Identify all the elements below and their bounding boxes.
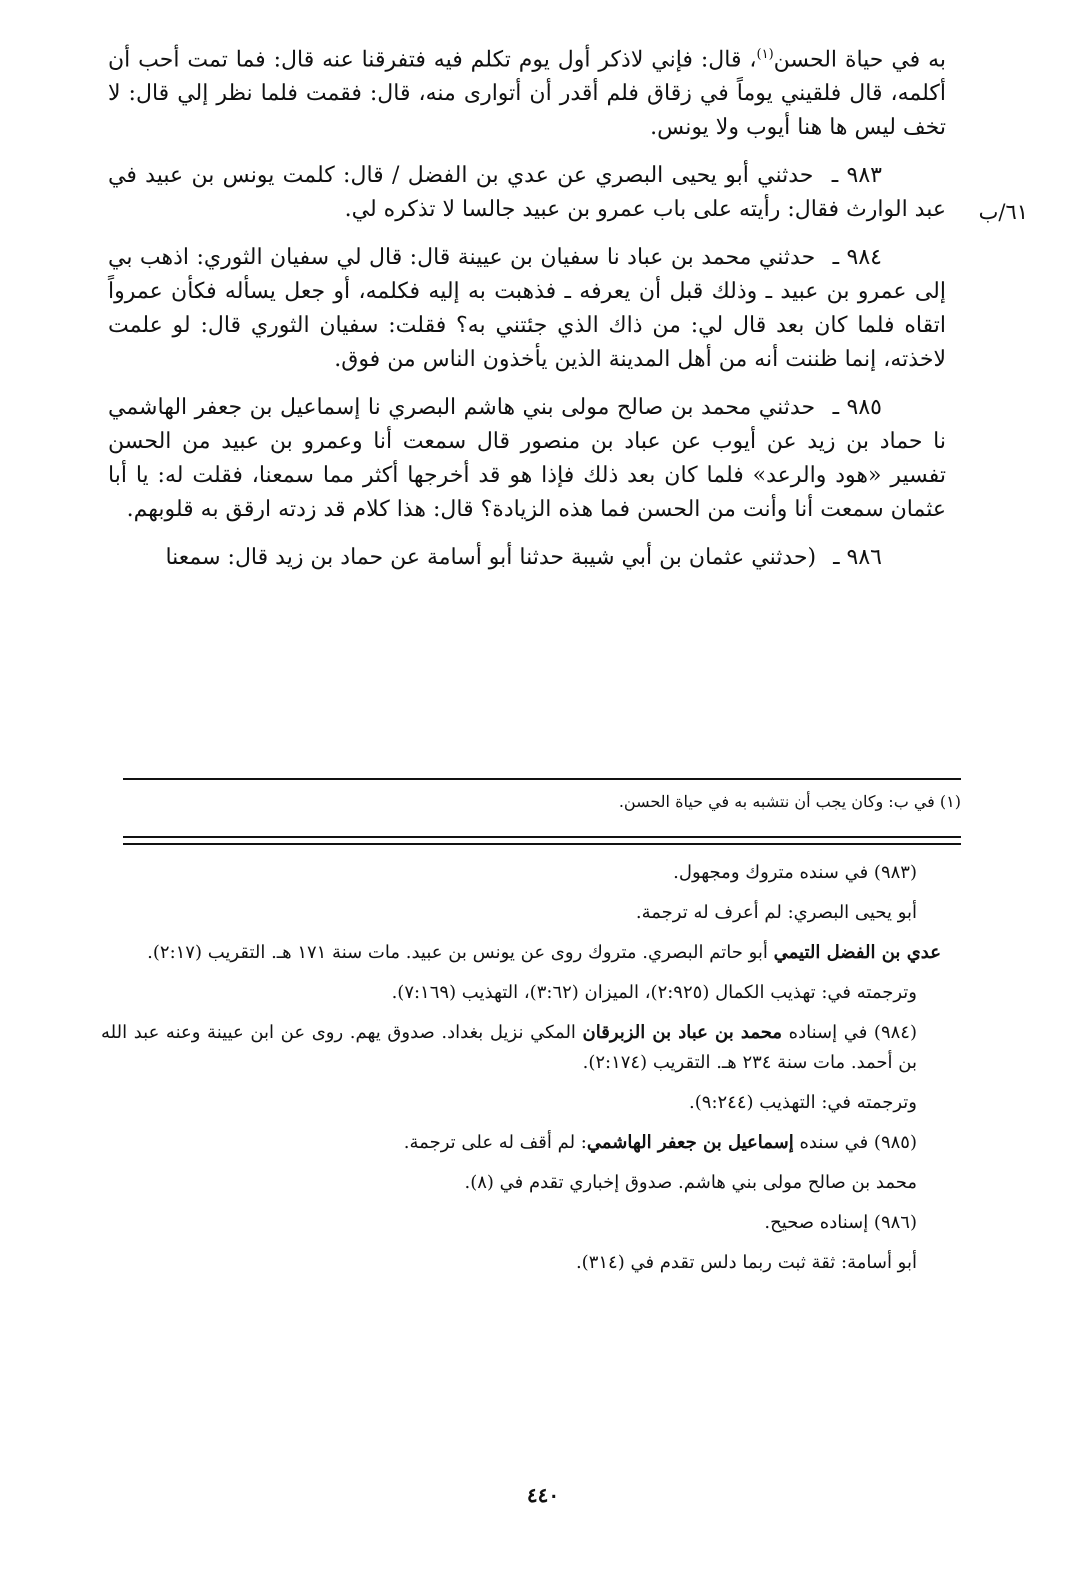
page-number: ٤٤٠ xyxy=(526,1483,560,1507)
para-text: به في حياة الحسن xyxy=(773,47,946,73)
para-text: حدثني أبو يحيى البصري عن عدي بن الفضل / قال: كلمت يونس بن عبيد في عبد الوارث فقال: رأيته على باب عمرو بن عبيد جالسا لا تذكره لي. xyxy=(108,163,946,223)
paragraph-984 xyxy=(108,241,946,377)
commentary-line: وترجمته في: التهذيب (٩:٢٤٤). xyxy=(689,1092,917,1113)
commentary-divider xyxy=(123,836,961,845)
para-text: حدثني محمد بن صالح مولى بني هاشم البصري نا إسماعيل بن جعفر الهاشمي نا حماد بن زيد عن أيوب عن عباد بن منصور قال سمعت أنا وعمرو بن عبيد من الحسن تفسير «هود والرعد» فلما كان بعد ذلك فإذا هو قد أخرجها أكثر مما سمعنا، فقلت له: يا أبا عثمان سمعت أنا وأنت من الحسن فما هذه الزيادة؟ قال: هذا كلام قد زدته ارقق به قلوبهم. xyxy=(108,395,946,523)
narrator-name: محمد بن عباد بن الزبرقان xyxy=(582,1022,783,1043)
commentary-line: أبو يحيى البصري: لم أعرف له ترجمة. xyxy=(635,902,917,923)
commentary-line xyxy=(101,1018,917,1078)
commentary-line: (٩٨٣) في سنده متروك ومجهول. xyxy=(673,862,917,883)
commentary-line: أبو أسامة: ثقة ثبت ربما دلس تقدم في (٣١٤). xyxy=(575,1252,917,1273)
entry-number: ٩٨٥ ـ xyxy=(832,395,882,421)
commentary-section xyxy=(101,858,941,1288)
entry-number: ٩٨٦ ـ xyxy=(833,545,882,571)
commentary-line: محمد بن صالح مولى بني هاشم. صدوق إخباري تقدم في (٨). xyxy=(464,1172,917,1193)
main-text xyxy=(108,38,946,589)
narrator-name: إسماعيل بن جعفر الهاشمي xyxy=(586,1132,794,1153)
commentary-text: (٩٨٤) في إسناده xyxy=(782,1022,917,1043)
paragraph-985 xyxy=(108,391,946,527)
narrator-name: عدي بن الفضل التيمي xyxy=(773,942,941,963)
paragraph-continuation xyxy=(108,38,946,145)
commentary-text: : لم أقف له على ترجمة. xyxy=(403,1132,587,1153)
commentary-text: أبو حاتم البصري. متروك روى عن يونس بن عبيد. مات سنة ١٧١ هـ. التقريب (٢:١٧). xyxy=(147,942,774,963)
para-text: (حدثني عثمان بن أبي شيبة حدثنا أبو أسامة عن حماد بن زيد قال: سمعنا xyxy=(165,545,817,571)
footnote-divider xyxy=(123,778,961,780)
para-text: ، قال: فإني لاذكر أول يوم تكلم فيه فتفرقنا عنه قال: فما تمت أحب أن أكلمه، قال فلقيني يوماً في زقاق فلم أقدر أن أتوارى منه، قال: فقمت فلما نظر إلي قال: لا تخف ليس ها هنا أيوب ولا يونس. xyxy=(108,47,946,141)
commentary-line xyxy=(101,1128,917,1158)
manuscript-folio-note: ٦١/ب xyxy=(978,200,1028,224)
footnote: (١) في ب: وكان يجب أن نتشبه به في حياة الحسن. xyxy=(618,792,961,811)
commentary-text: المكي نزيل بغداد. صدوق يهم. روى عن ابن عيينة وعنه عبد الله بن أحمد. مات سنة ٢٣٤ هـ. التقريب (٢:١٧٤). xyxy=(101,1022,917,1073)
commentary-line xyxy=(101,938,941,968)
commentary-line: وترجمته في: تهذيب الكمال (٢:٩٢٥)، الميزان (٣:٦٢)، التهذيب (٧:١٦٩). xyxy=(391,982,917,1003)
para-text: حدثني محمد بن عباد نا سفيان بن عيينة قال: قال لي سفيان الثوري: اذهب بي إلى عمرو بن عبيد ـ وذلك قبل أن يعرفه ـ فذهبت به إليه فكلمه، أو جعل يسأله فكأن عمرواً اتقاه فلما كان بعد قال لي: من ذاك الذي جئتني به؟ فقلت: سفيان الثوري قال: لو علمت لاخذته، إنما ظننت أنه من أهل المدينة الذين يأخذون الناس من فوق. xyxy=(108,245,946,373)
paragraph-986 xyxy=(108,541,946,575)
footnote-marker: (١) xyxy=(756,47,774,62)
commentary-text: (٩٨٥) في سنده xyxy=(793,1132,917,1153)
entry-number: ٩٨٤ ـ xyxy=(832,245,882,271)
paragraph-983 xyxy=(108,159,946,227)
commentary-line: (٩٨٦) إسناده صحيح. xyxy=(764,1212,917,1233)
entry-number: ٩٨٣ ـ xyxy=(831,163,882,189)
